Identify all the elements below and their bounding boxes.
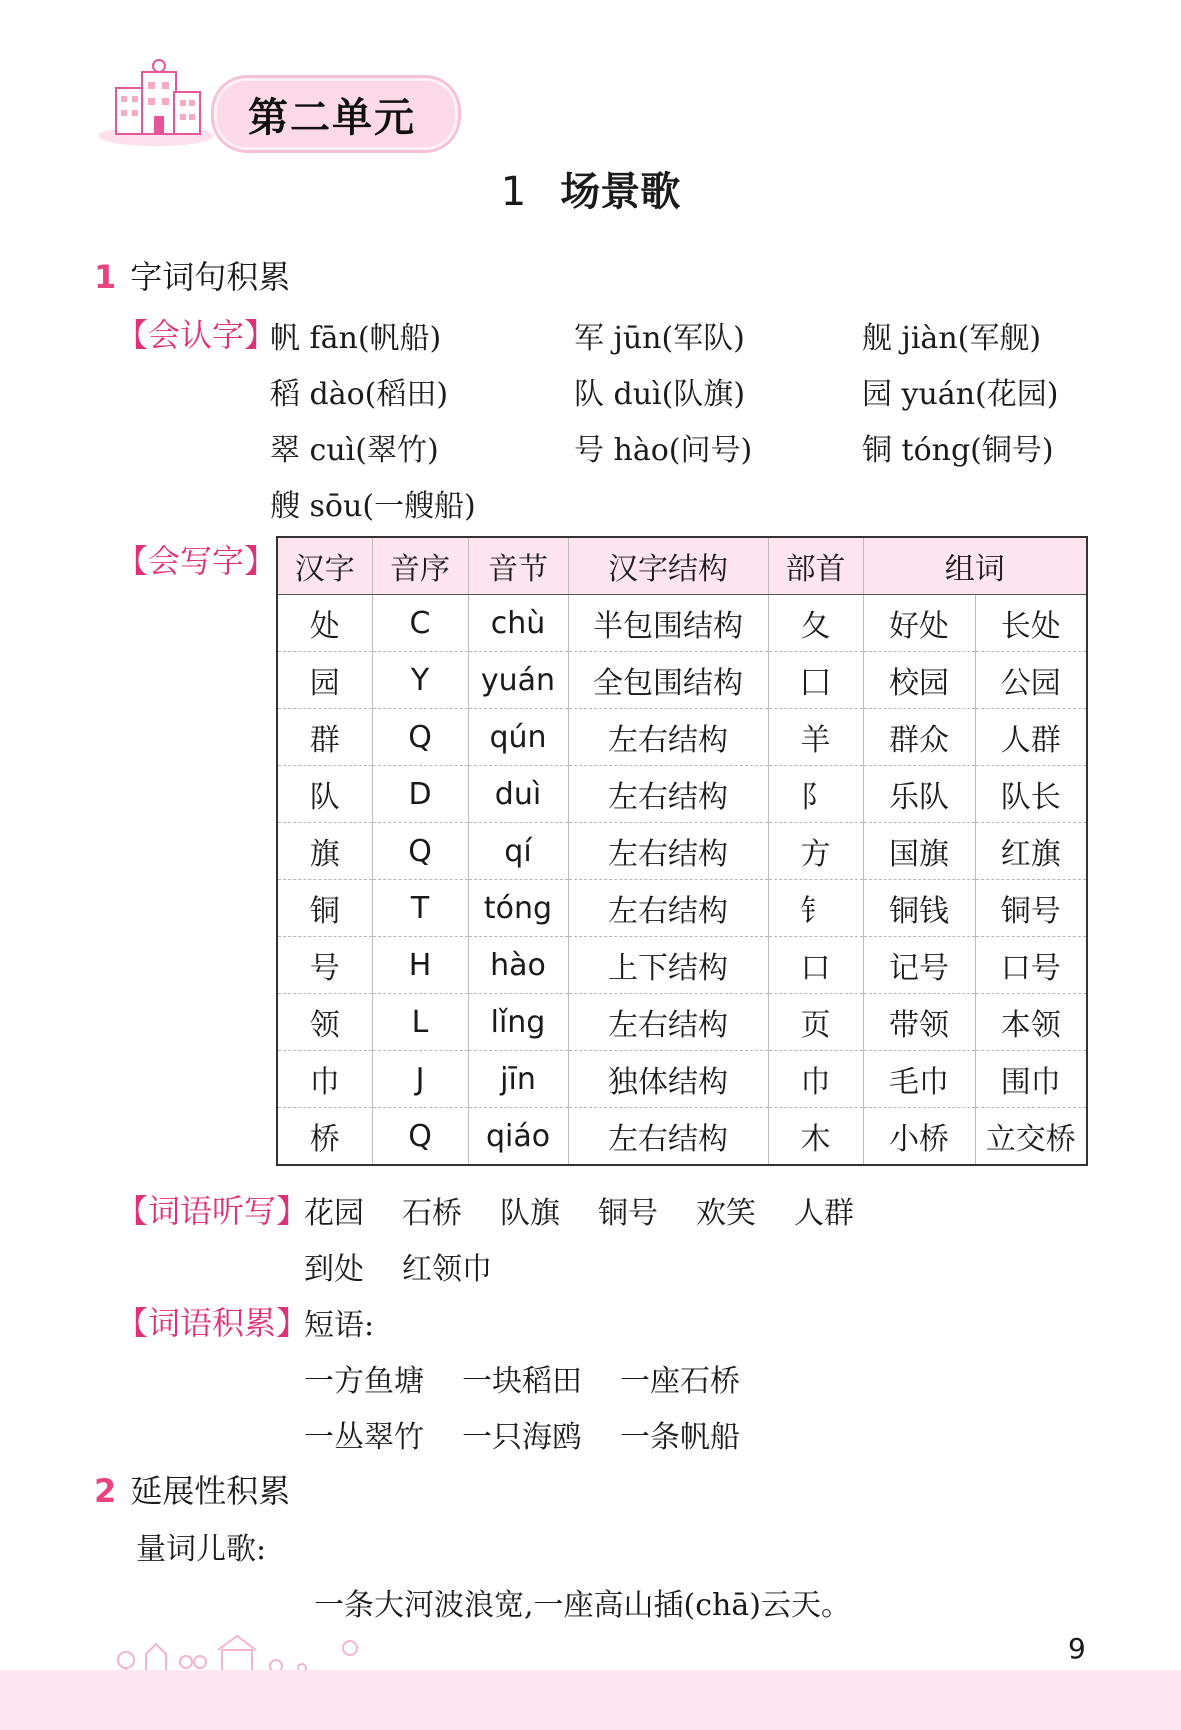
section-1-heading xyxy=(94,252,290,298)
table-cell: 口 xyxy=(768,937,863,994)
table-cell: 队长 xyxy=(975,766,1087,823)
table-cell: 口号 xyxy=(975,937,1087,994)
table-cell: 本领 xyxy=(975,994,1087,1051)
table-cell: jīn xyxy=(468,1051,568,1108)
section-2-number: 2 xyxy=(94,1472,117,1510)
table-row xyxy=(277,652,1087,709)
table-cell: 左右结构 xyxy=(568,994,768,1051)
recognize-item: 军 jūn(军队) xyxy=(574,321,745,356)
table-cell: 群 xyxy=(277,709,372,766)
table-cell: 羊 xyxy=(768,709,863,766)
dictation-line-2 xyxy=(304,1244,530,1288)
recognize-tag: 【会认字】 xyxy=(116,316,277,354)
table-cell: 国旗 xyxy=(863,823,975,880)
table-cell: 木 xyxy=(768,1108,863,1166)
table-cell: 左右结构 xyxy=(568,823,768,880)
table-cell: 左右结构 xyxy=(568,1108,768,1166)
table-cell: Y xyxy=(372,652,468,709)
phrase-line-1 xyxy=(304,1356,778,1400)
table-cell: 阝 xyxy=(768,766,863,823)
phrase-label: 短语: xyxy=(304,1308,375,1343)
table-cell: 人群 xyxy=(975,709,1087,766)
table-cell: 好处 xyxy=(863,595,975,652)
table-cell: Q xyxy=(372,709,468,766)
table-row xyxy=(277,880,1087,937)
header-cell: 汉字 xyxy=(277,537,372,595)
header-cell: 音序 xyxy=(372,537,468,595)
table-cell: 巾 xyxy=(277,1051,372,1108)
page-number: 9 xyxy=(1068,1632,1086,1665)
table-cell: 队 xyxy=(277,766,372,823)
table-row xyxy=(277,709,1087,766)
recognize-item: 队 duì(队旗) xyxy=(574,377,746,412)
section-2-heading xyxy=(94,1466,290,1512)
table-cell: 园 xyxy=(277,652,372,709)
table-row xyxy=(277,595,1087,652)
table-cell: 立交桥 xyxy=(985,1122,1076,1157)
dictation-word: 花园 xyxy=(304,1196,364,1231)
table-cell: 小桥 xyxy=(863,1108,975,1166)
dictation-word: 欢笑 xyxy=(696,1196,756,1231)
recognize-item: 翠 cuì(翠竹) xyxy=(270,433,439,468)
dictation-word: 人群 xyxy=(794,1196,854,1231)
recognize-item: 帆 fān(帆船) xyxy=(270,321,442,356)
table-row xyxy=(277,766,1087,823)
section-2-title: 延展性积累 xyxy=(130,1472,291,1510)
phrase-item: 一丛翠竹 xyxy=(304,1420,424,1455)
table-cell: 上下结构 xyxy=(568,937,768,994)
table-cell: 左右结构 xyxy=(568,709,768,766)
table-cell: 夂 xyxy=(768,595,863,652)
table-row xyxy=(277,823,1087,880)
section-1-number: 1 xyxy=(94,258,117,296)
table-cell: T xyxy=(372,880,468,937)
dictation-word: 队旗 xyxy=(500,1196,560,1231)
table-row xyxy=(277,1051,1087,1108)
table-cell: 半包围结构 xyxy=(568,595,768,652)
table-cell: 左右结构 xyxy=(568,766,768,823)
table-cell: lǐng xyxy=(468,994,568,1051)
dictation-word: 到处 xyxy=(304,1252,364,1287)
table-cell: 方 xyxy=(768,823,863,880)
table-cell: chù xyxy=(468,595,568,652)
recognize-item: 铜 tóng(铜号) xyxy=(862,433,1054,468)
phrase-item: 一条帆船 xyxy=(620,1420,740,1455)
table-cell: Q xyxy=(372,823,468,880)
recognize-item: 园 yuán(花园) xyxy=(862,377,1059,412)
dictation-line-1 xyxy=(304,1188,892,1232)
dictation-word: 红领巾 xyxy=(402,1252,492,1287)
table-cell: qí xyxy=(468,823,568,880)
table-cell: hào xyxy=(468,937,568,994)
table-cell: 围巾 xyxy=(975,1051,1087,1108)
table-header-row xyxy=(277,537,1087,595)
footer-band xyxy=(0,1670,1181,1730)
header-cell: 组词 xyxy=(863,537,1087,595)
recognize-item: 号 hào(问号) xyxy=(574,433,753,468)
table-cell: qiáo xyxy=(468,1108,568,1166)
table-cell: D xyxy=(372,766,468,823)
table-cell: 旗 xyxy=(277,823,372,880)
write-tag: 【会写字】 xyxy=(116,542,277,580)
table-cell: 页 xyxy=(768,994,863,1051)
table-cell: 领 xyxy=(277,994,372,1051)
table-cell: 铜号 xyxy=(975,880,1087,937)
table-cell: 巾 xyxy=(768,1051,863,1108)
table-cell: duì xyxy=(468,766,568,823)
building-icon xyxy=(96,58,226,148)
phrase-item: 一只海鸥 xyxy=(462,1420,582,1455)
table-cell: L xyxy=(372,994,468,1051)
table-cell: 囗 xyxy=(768,652,863,709)
dictation-word: 石桥 xyxy=(402,1196,462,1231)
table-cell: 毛巾 xyxy=(863,1051,975,1108)
table-cell: 红旗 xyxy=(975,823,1087,880)
table-cell: 钅 xyxy=(768,880,863,937)
table-cell: 铜钱 xyxy=(863,880,975,937)
dictation-word: 铜号 xyxy=(598,1196,658,1231)
table-cell: J xyxy=(372,1051,468,1108)
accumulate-tag: 【词语积累】 xyxy=(116,1304,309,1342)
recognize-item: 艘 sōu(一艘船) xyxy=(270,489,476,524)
table-cell: 铜 xyxy=(277,880,372,937)
table-cell: 校园 xyxy=(863,652,975,709)
table-cell: 带领 xyxy=(863,994,975,1051)
write-characters-table xyxy=(276,536,1088,1166)
section-1-title: 字词句积累 xyxy=(130,258,291,296)
table-cell: 公园 xyxy=(975,652,1087,709)
table-cell: 群众 xyxy=(863,709,975,766)
table-cell: 乐队 xyxy=(863,766,975,823)
table-cell: 全包围结构 xyxy=(568,652,768,709)
phrase-line-2 xyxy=(304,1412,778,1456)
header-cell: 汉字结构 xyxy=(568,537,768,595)
table-cell: qún xyxy=(468,709,568,766)
phrase-item: 一块稻田 xyxy=(462,1364,582,1399)
rhyme-label: 量词儿歌: xyxy=(136,1532,267,1567)
table-cell: 独体结构 xyxy=(568,1051,768,1108)
header-cell: 部首 xyxy=(768,537,863,595)
table-cell: C xyxy=(372,595,468,652)
table-cell: 桥 xyxy=(277,1108,372,1166)
table-cell: 左右结构 xyxy=(568,880,768,937)
lesson-title xyxy=(0,160,1181,217)
table-cell: 长处 xyxy=(975,595,1087,652)
table-cell: 处 xyxy=(277,595,372,652)
header-cell: 音节 xyxy=(468,537,568,595)
table-cell: 记号 xyxy=(863,937,975,994)
table-row xyxy=(277,1108,1087,1166)
recognize-item: 稻 dào(稻田) xyxy=(270,377,449,412)
table-row xyxy=(277,937,1087,994)
lesson-number: 1 xyxy=(500,169,527,215)
table-cell: yuán xyxy=(468,652,568,709)
footer-decoration-icon xyxy=(112,1630,372,1674)
table-cell: Q xyxy=(372,1108,468,1166)
rhyme-verse: 一条大河波浪宽,一座高山插(chā)云天。 xyxy=(314,1588,851,1623)
unit-banner xyxy=(96,58,458,148)
phrase-item: 一方鱼塘 xyxy=(304,1364,424,1399)
unit-title: 第二单元 xyxy=(248,95,416,141)
table-cell: tóng xyxy=(468,880,568,937)
recognize-item: 舰 jiàn(军舰) xyxy=(862,321,1042,356)
table-cell: H xyxy=(372,937,468,994)
dictation-tag: 【词语听写】 xyxy=(116,1192,309,1230)
lesson-name: 场景歌 xyxy=(560,169,681,215)
table-row xyxy=(277,994,1087,1051)
table-cell: 号 xyxy=(277,937,372,994)
phrase-item: 一座石桥 xyxy=(620,1364,740,1399)
